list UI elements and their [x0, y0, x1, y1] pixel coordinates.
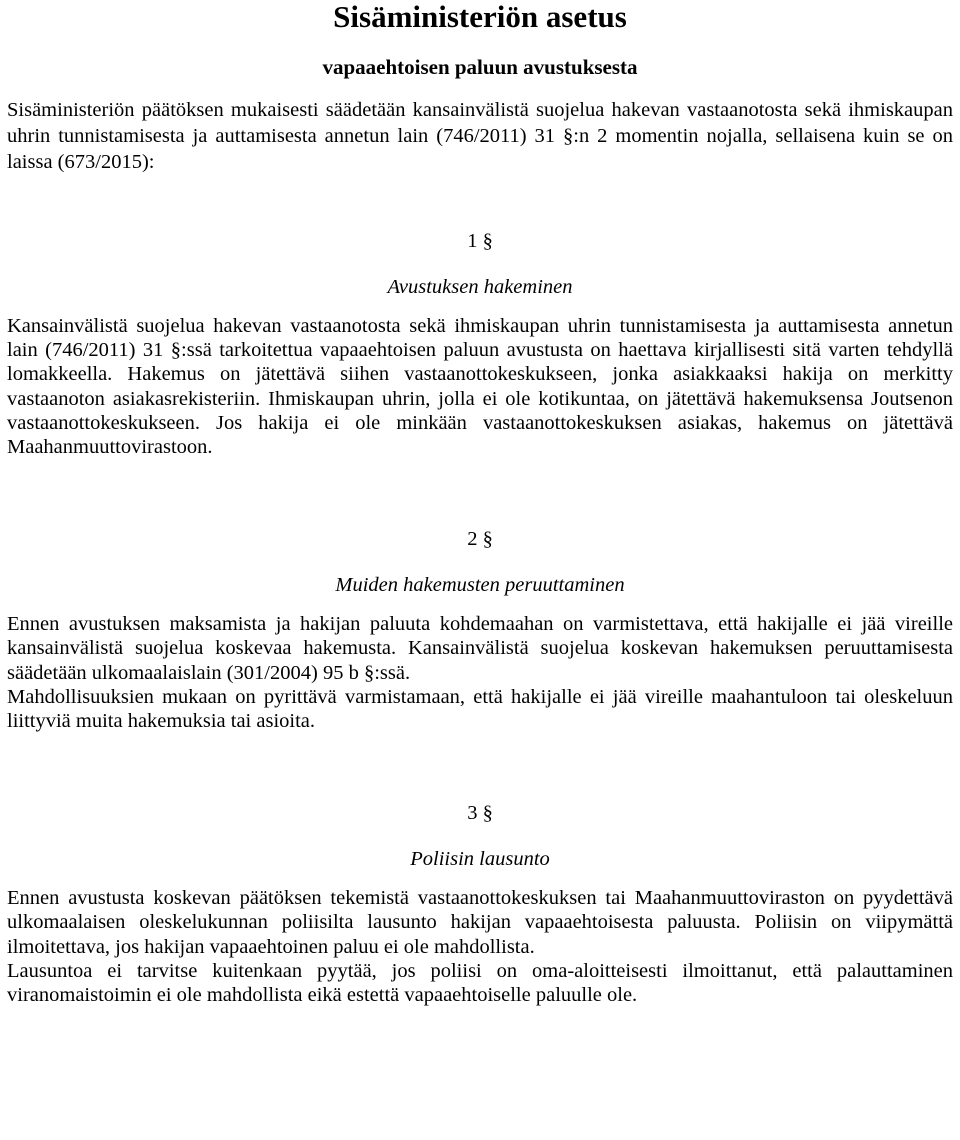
section-1-heading: Avustuksen hakeminen [387, 276, 573, 298]
section-3-number: 3 § [467, 802, 493, 825]
section-3-heading: Poliisin lausunto [410, 848, 550, 871]
section-2-paragraph-1: Ennen avustuksen maksamista ja hakijan paluuta kohdemaahan on varmistettava, että hakijalle ei jää vireille kansainvälistä suojelua koskevaa hakemusta. Kansainvälistä suojelua koskevan hakemuksen peruuttamisesta säädetään ulkomaalaislain (301/2004) 95 b §:ssä. [7, 613, 953, 684]
section-3-paragraph-1: Ennen avustusta koskevan päätöksen tekemistä vastaanottokeskuksen tai Maahanmuuttoviraston on pyydettävä ulkomaalaisen oleskelukunnan poliisilta lausunto hakijan vapaaehtoisesta paluusta. Poliisin on viipymättä ilmoitettava, jos hakijan vapaaehtoinen paluu ei ole mahdollista. [7, 887, 953, 958]
section-3-paragraph-2: Lausuntoa ei tarvitse kuitenkaan pyytää, jos poliisi on oma-aloitteisesti ilmoittanut, että palauttaminen viranomaistoimin ei ole mahdollista eikä estettä vapaaehtoiselle paluulle ole. [7, 959, 953, 1007]
section-2-paragraph-2: Mahdollisuuksien mukaan on pyrittävä varmistamaan, että hakijalle ei jää vireille maahantuloon tai oleskeluun liittyviä muita hakemuksia tai asioita. [7, 685, 953, 733]
preamble-paragraph: Sisäministeriön päätöksen mukaisesti säädetään kansainvälistä suojelua hakevan vastaanotosta sekä ihmiskaupan uhrin tunnistamisesta ja auttamisesta annetun lain (746/2011) 31 §:n 2 momentin nojalla, sellaisena kuin se on laissa (673/2015): [7, 99, 953, 173]
document-title: Sisäministeriön asetus [333, 0, 627, 34]
section-1-number: 1 § [467, 230, 493, 252]
section-2-heading: Muiden hakemusten peruuttaminen [335, 574, 625, 597]
section-2-number: 2 § [467, 528, 493, 551]
section-1-paragraph-1: Kansainvälistä suojelua hakevan vastaanotosta sekä ihmiskaupan uhrin tunnistamisesta ja auttamisesta annetun lain (746/2011) 31 §:ssä tarkoitettua vapaaehtoisen paluun avustusta on haettava kirjallisesti sitä varten tehdyllä lomakkeella. Hakemus on jätettävä siihen vastaanottokeskukseen, jonka asiakkaaksi hakija on merkitty vastaanoton asiakasrekisteriin. Ihmiskaupan uhrin, jolla ei ole kotikuntaa, on jätettävä hakemuksensa Joutsenon vastaanottokeskukseen. Jos hakija ei ole minkään vastaanottokeskuksen asiakas, hakemus on jätettävä Maahanmuuttovirastoon. [7, 315, 953, 459]
document-subtitle: vapaaehtoisen paluun avustuksesta [322, 55, 638, 79]
